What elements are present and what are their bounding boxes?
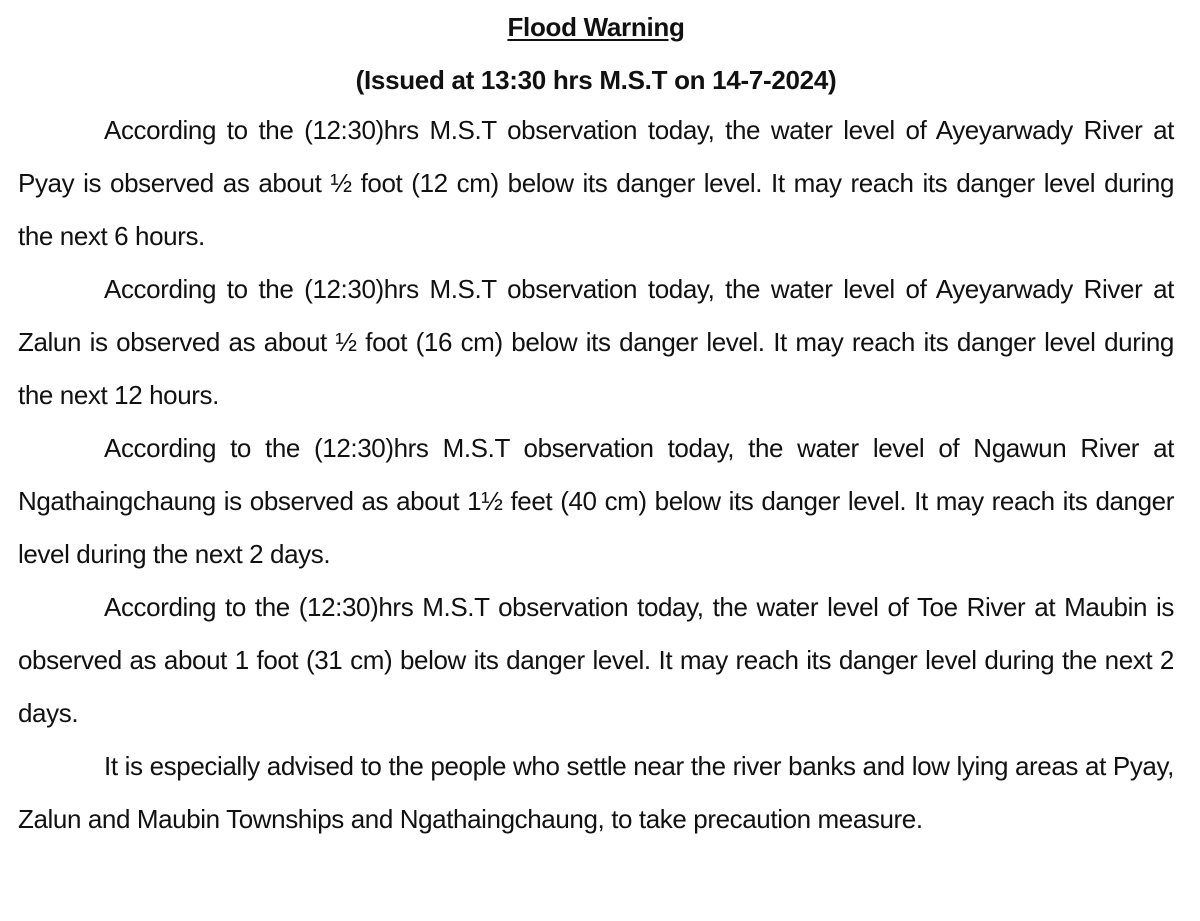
flood-warning-document [18, 10, 1174, 846]
paragraph-maubin: According to the (12:30)hrs M.S.T observation today, the water level of Toe River at Maubin is observed as about 1 foot (31 cm) below its danger level. It may reach its danger level during the next 2 days. [18, 592, 1174, 728]
issued-time-subtitle: (Issued at 13:30 hrs M.S.T on 14-7-2024) [355, 65, 837, 95]
document-title: Flood Warning [507, 12, 685, 42]
paragraph-ngathaingchaung: According to the (12:30)hrs M.S.T observation today, the water level of Ngawun River at Ngathaingchaung is observed as about 1½ feet (40 cm) below its danger level. It may reach its danger level during the next 2 days. [18, 433, 1174, 569]
paragraph-advisory: It is especially advised to the people who settle near the river banks and low lying areas at Pyay, Zalun and Maubin Townships and Ngathaingchaung, to take precaution measure. [18, 751, 1174, 834]
paragraph-pyay: According to the (12:30)hrs M.S.T observation today, the water level of Ayeyarwady River at Pyay is observed as about ½ foot (12 cm) below its danger level. It may reach its danger level during the next 6 hours. [18, 115, 1174, 251]
paragraph-zalun: According to the (12:30)hrs M.S.T observation today, the water level of Ayeyarwady River at Zalun is observed as about ½ foot (16 cm) below its danger level. It may reach its danger level during the next 12 hours. [18, 274, 1174, 410]
